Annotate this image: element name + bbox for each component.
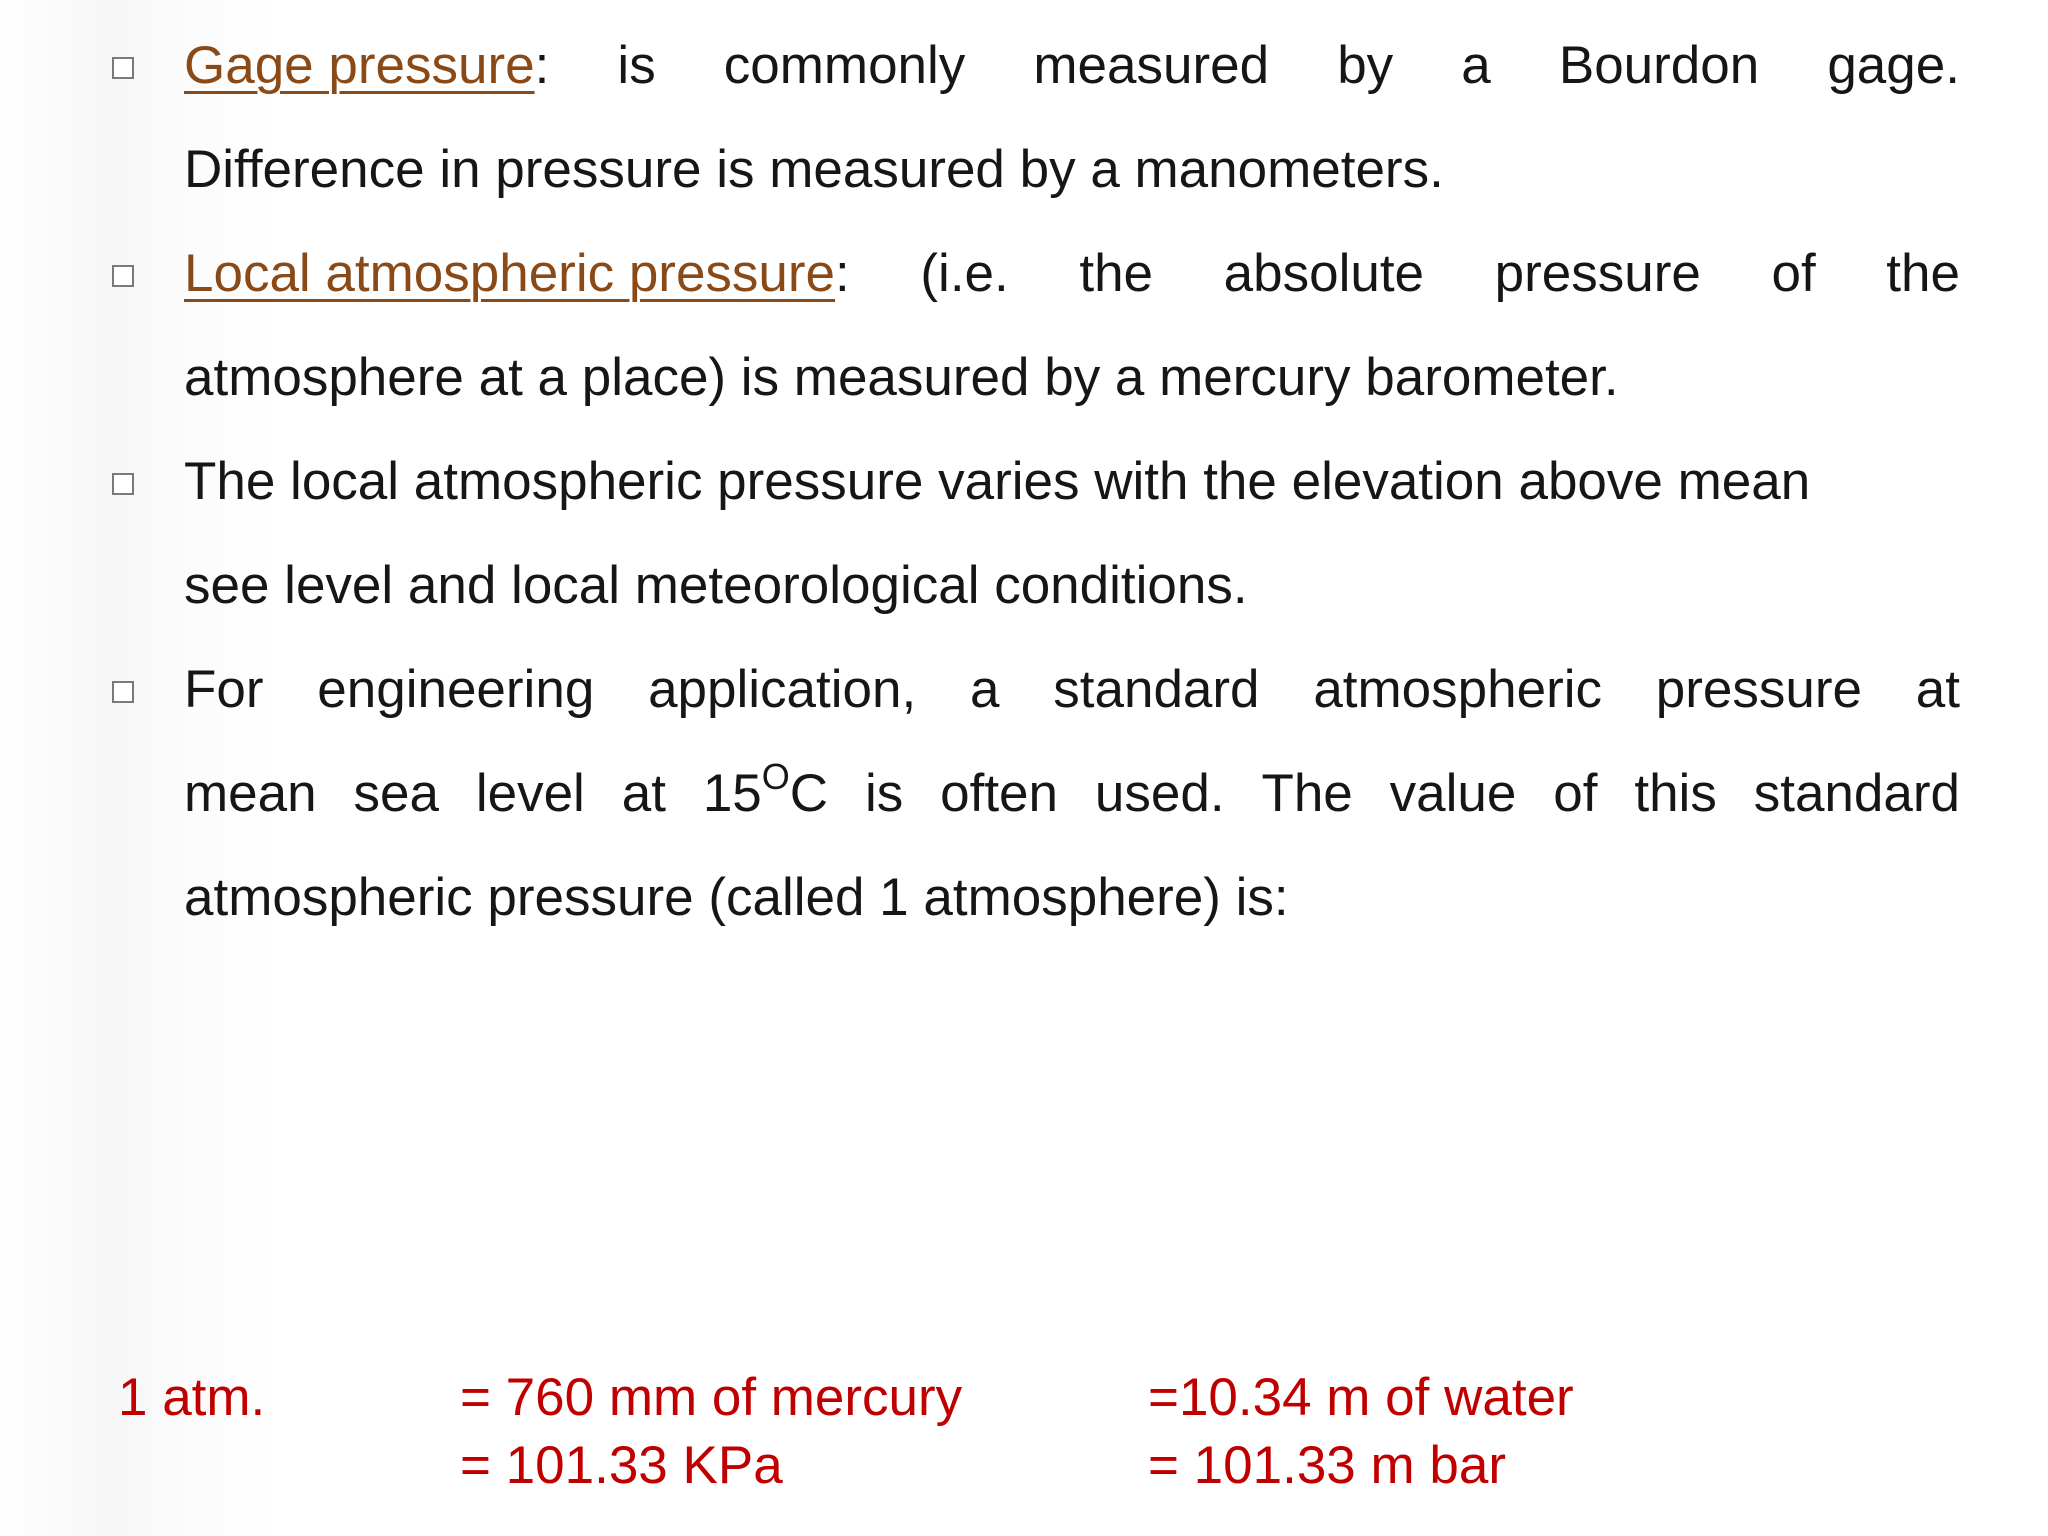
word: measured [1033, 36, 1270, 95]
atm-label: 1 atm. [118, 1368, 266, 1427]
word: often [940, 764, 1059, 823]
word: application, [648, 660, 917, 719]
bullet-4-line-2 [184, 742, 1960, 846]
word: standard [1053, 660, 1260, 719]
word: pressure [1655, 660, 1862, 719]
word: is [864, 764, 904, 823]
word: at [1915, 660, 1960, 719]
word: the [1886, 244, 1960, 303]
word: Bourdon [1558, 36, 1760, 95]
word: by [1337, 36, 1394, 95]
bullet-3-line-2: see level and local meteorological conditions. [184, 556, 1248, 615]
equiv-kpa: = 101.33 KPa [460, 1436, 783, 1495]
word: absolute [1223, 244, 1425, 303]
equiv-water: =10.34 m of water [1148, 1368, 1574, 1427]
word: is [617, 36, 656, 95]
bullet-4-line-1 [184, 638, 1960, 742]
bullet-1-line-1 [184, 14, 1960, 118]
word: the [1079, 244, 1154, 303]
word: a [970, 660, 1000, 719]
word: atmospheric [1313, 660, 1602, 719]
bullet-4-line-3: atmospheric pressure (called 1 atmosphere) is: [184, 868, 1289, 927]
bullet-3-line-1: The local atmospheric pressure varies with the elevation above mean [184, 452, 1811, 511]
word: For [184, 660, 264, 719]
word: of [1771, 244, 1816, 303]
word: engineering [317, 660, 595, 719]
equiv-mbar: = 101.33 m bar [1148, 1436, 1506, 1495]
bullet-checkbox-icon [112, 473, 134, 495]
word: used. [1094, 764, 1225, 823]
word: The [1261, 764, 1353, 823]
word: pressure [1494, 244, 1701, 303]
word: standard [1753, 764, 1960, 823]
bullet-checkbox-icon [112, 265, 134, 287]
word: this [1634, 764, 1717, 823]
gage-pressure-term: Gage pressure: [184, 36, 550, 95]
word: gage. [1827, 36, 1960, 95]
bullet-checkbox-icon [112, 681, 134, 703]
word: (i.e. [920, 244, 1009, 303]
word: of [1553, 764, 1598, 823]
word: a [1461, 36, 1491, 95]
bullet-2-line-1 [184, 222, 1960, 326]
word: mean [184, 764, 317, 823]
word: value [1389, 764, 1517, 823]
word: sea [353, 764, 439, 823]
bullet-checkbox-icon [112, 57, 134, 79]
bullet-2-line-2: atmosphere at a place) is measured by a mercury barometer. [184, 348, 1619, 407]
equiv-mercury: = 760 mm of mercury [460, 1368, 963, 1427]
word: at [621, 764, 666, 823]
local-atmospheric-pressure-term: Local atmospheric pressure: [184, 244, 850, 303]
word: commonly [723, 36, 966, 95]
bullet-1-line-2: Difference in pressure is measured by a manometers. [184, 140, 1444, 199]
word: level [475, 764, 585, 823]
temperature-15c: $15^OC$ [702, 756, 829, 823]
